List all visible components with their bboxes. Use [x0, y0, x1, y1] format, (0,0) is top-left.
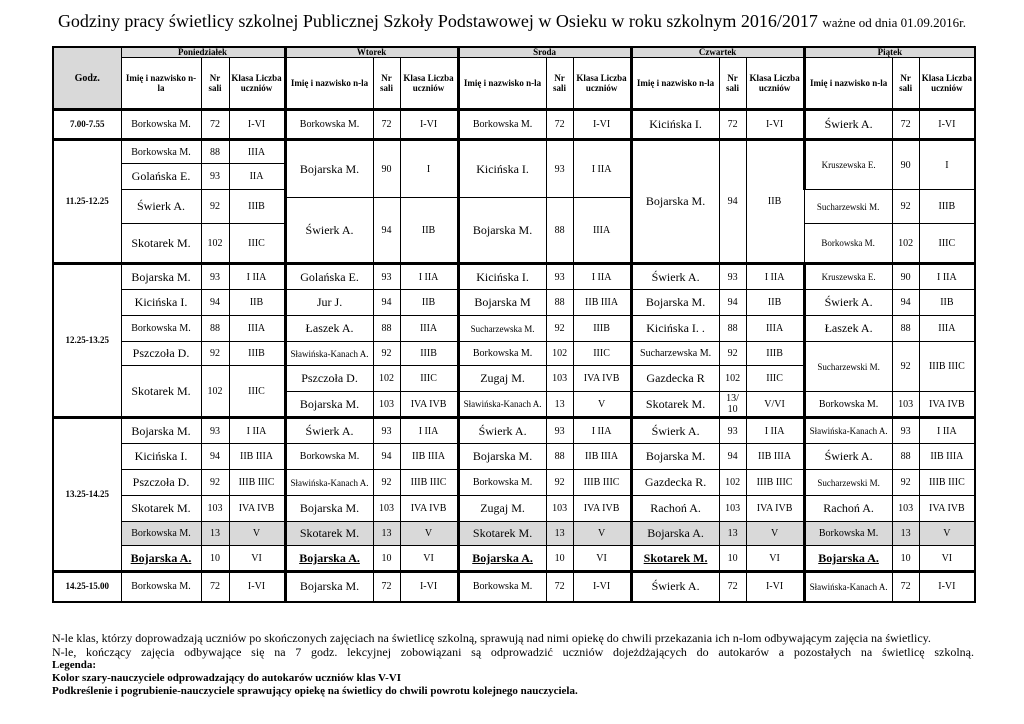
teacher-name: Borkowska M. — [804, 224, 892, 264]
teacher-name: Sucharzewski M. — [804, 190, 892, 224]
teacher-name: Kicińska I. — [121, 290, 201, 316]
teacher-name: Skotarek M. — [458, 522, 546, 546]
teacher-name: Borkowska M. — [804, 392, 892, 418]
schedule-row — [53, 496, 975, 522]
room-number: 93 — [373, 418, 400, 444]
teacher-name: Zugaj M. — [458, 496, 546, 522]
teacher-name: Golańska E. — [285, 264, 373, 290]
teacher-name: Świerk A. — [804, 110, 892, 140]
room-number: 92 — [201, 470, 229, 496]
room-number: 103 — [892, 496, 919, 522]
room-number: 10 — [201, 546, 229, 572]
class-group: I IIA — [400, 264, 458, 290]
room-number: 13 — [373, 522, 400, 546]
teacher-name: Świerk A. — [631, 264, 719, 290]
teacher-name: Świerk A. — [631, 418, 719, 444]
note-line-2: N-le, kończący zajęcia odbywające się na 7 godz. lekcyjnej zobowiązani są odprowadzić uczniów dojeżdżających do autokarów a pozostałych na świetlicę szkolną. — [52, 645, 974, 659]
class-group: IIIB IIIC — [919, 342, 975, 392]
room-number: 13 — [201, 522, 229, 546]
room-number: 103 — [719, 496, 746, 522]
class-group: IIIA — [573, 198, 631, 264]
class-group: IIIC — [919, 224, 975, 264]
class-group: IIIB — [400, 342, 458, 366]
col-name-header: Imię i nazwisko n-la — [804, 58, 892, 110]
teacher-name: Bojarska A. — [804, 546, 892, 572]
room-number: 103 — [892, 392, 919, 418]
teacher-name: Bojarska M. — [121, 264, 201, 290]
teacher-name: Łaszek A. — [285, 316, 373, 342]
col-room-header: Nr sali — [201, 58, 229, 110]
class-group: IIIB IIIC — [919, 470, 975, 496]
room-number: 93 — [201, 418, 229, 444]
class-group: VI — [400, 546, 458, 572]
day-wednesday: Środa — [458, 47, 631, 58]
schedule-table — [52, 46, 976, 603]
class-group: IIIC — [573, 342, 631, 366]
class-group: IVA IVB — [919, 392, 975, 418]
class-group: IIIB — [746, 342, 804, 366]
column-header-row — [53, 58, 975, 110]
class-group: V/VI — [746, 392, 804, 418]
class-group: IIIA — [919, 316, 975, 342]
teacher-name: Sławińska-Kanach A. — [804, 418, 892, 444]
class-group: VI — [229, 546, 285, 572]
schedule-row — [53, 546, 975, 572]
room-number: 92 — [892, 190, 919, 224]
schedule-row — [53, 264, 975, 290]
class-group: IIB — [400, 290, 458, 316]
class-group: V — [919, 522, 975, 546]
class-group: I IIA — [573, 264, 631, 290]
class-group: IIB IIIA — [919, 444, 975, 470]
room-number: 92 — [201, 190, 229, 224]
teacher-name: Borkowska M. — [121, 316, 201, 342]
teacher-name: Borkowska M. — [804, 522, 892, 546]
teacher-name: Świerk A. — [121, 190, 201, 224]
room-number: 72 — [201, 572, 229, 602]
teacher-name: Borkowska M. — [458, 470, 546, 496]
class-group: IIIC — [229, 366, 285, 418]
class-group: IIIC — [229, 224, 285, 264]
teacher-name: Borkowska M. — [121, 572, 201, 602]
room-number: 13/ 10 — [719, 392, 746, 418]
room-number: 88 — [201, 316, 229, 342]
class-group: I — [919, 140, 975, 190]
teacher-name: Kruszewska E. — [804, 140, 892, 190]
class-group: IIIB IIIC — [573, 470, 631, 496]
note-line-1: N-le klas, którzy doprowadzają uczniów po skończonych zajęciach na świetlicę szkolną, sprawują nad nimi opiekę do chwili przekazania ich n-lom odbywającym zajęcia na świetlicy. — [52, 631, 931, 645]
room-number: 94 — [373, 444, 400, 470]
room-number: 90 — [892, 264, 919, 290]
teacher-name: Sławińska-Kanach A. — [285, 342, 373, 366]
col-class-header: Klasa Liczba uczniów — [400, 58, 458, 110]
teacher-name: Borkowska M. — [285, 110, 373, 140]
teacher-name: Kicińska I. — [121, 444, 201, 470]
teacher-name: Pszczoła D. — [121, 470, 201, 496]
room-number: 92 — [546, 470, 573, 496]
class-group: IVA IVB — [573, 496, 631, 522]
class-group: IIIC — [746, 366, 804, 392]
schedule-row — [53, 290, 975, 316]
teacher-name: Sucharzewska M. — [458, 316, 546, 342]
hour-label: 7.00-7.55 — [53, 110, 121, 140]
class-group: VI — [919, 546, 975, 572]
teacher-name: Jur J. — [285, 290, 373, 316]
teacher-name: Borkowska M. — [121, 110, 201, 140]
room-number: 72 — [892, 110, 919, 140]
day-monday: Poniedziałek — [121, 47, 285, 58]
teacher-name: Bojarska M. — [121, 418, 201, 444]
room-number: 88 — [719, 316, 746, 342]
teacher-name: Sławińska-Kanach A. — [285, 470, 373, 496]
class-group: IIIA — [746, 316, 804, 342]
class-group: I-VI — [400, 572, 458, 602]
class-group: IIA — [229, 164, 285, 190]
class-group: V — [229, 522, 285, 546]
class-group: IIIB — [573, 316, 631, 342]
room-number: 103 — [546, 366, 573, 392]
teacher-name: Bojarska A. — [285, 546, 373, 572]
class-group: I IIA — [919, 418, 975, 444]
room-number: 10 — [719, 546, 746, 572]
class-group: IVA IVB — [229, 496, 285, 522]
teacher-name: Sławińska-Kanach A. — [804, 572, 892, 602]
class-group: I-VI — [400, 110, 458, 140]
room-number: 93 — [546, 264, 573, 290]
room-number: 72 — [719, 110, 746, 140]
teacher-name: Bojarska M. — [285, 496, 373, 522]
class-group: IIIB — [229, 190, 285, 224]
teacher-name: Bojarska M — [458, 290, 546, 316]
class-group: IIB IIIA — [746, 444, 804, 470]
room-number: 10 — [546, 546, 573, 572]
teacher-name: Bojarska M. — [285, 572, 373, 602]
teacher-name: Borkowska M. — [458, 342, 546, 366]
class-group: I IIA — [573, 418, 631, 444]
teacher-name: Skotarek M. — [121, 224, 201, 264]
class-group: I-VI — [573, 110, 631, 140]
class-group: IIB — [919, 290, 975, 316]
teacher-name: Skotarek M. — [631, 392, 719, 418]
room-number: 90 — [373, 140, 400, 198]
room-number: 92 — [892, 470, 919, 496]
teacher-name: Świerk A. — [631, 572, 719, 602]
class-group: IIB — [400, 198, 458, 264]
teacher-name: Skotarek M. — [121, 366, 201, 418]
schedule-row — [53, 140, 975, 164]
room-number: 94 — [373, 198, 400, 264]
room-number: 13 — [546, 522, 573, 546]
room-number: 88 — [546, 198, 573, 264]
class-group: I-VI — [919, 572, 975, 602]
schedule-row — [53, 418, 975, 444]
col-name-header: Imię i nazwisko n-la — [121, 58, 201, 110]
teacher-name: Rachoń A. — [631, 496, 719, 522]
teacher-name: Skotarek M. — [631, 546, 719, 572]
teacher-name: Sucharzewski M. — [804, 342, 892, 392]
room-number: 92 — [373, 342, 400, 366]
room-number: 103 — [373, 392, 400, 418]
schedule-row — [53, 342, 975, 366]
class-group: I-VI — [919, 110, 975, 140]
col-name-header: Imię i nazwisko n-la — [458, 58, 546, 110]
class-group: IVA IVB — [919, 496, 975, 522]
teacher-name: Golańska E. — [121, 164, 201, 190]
class-group: IIIA — [229, 140, 285, 164]
teacher-name: Borkowska M. — [121, 522, 201, 546]
teacher-name: Sucharzewski M. — [804, 470, 892, 496]
teacher-name: Sławińska-Kanach A. — [458, 392, 546, 418]
room-number: 88 — [892, 316, 919, 342]
class-group: VI — [573, 546, 631, 572]
class-group: IIIB IIIC — [229, 470, 285, 496]
room-number: 72 — [546, 572, 573, 602]
teacher-name: Świerk A. — [804, 290, 892, 316]
class-group: I IIA — [229, 418, 285, 444]
teacher-name: Sucharzewska M. — [631, 342, 719, 366]
room-number: 102 — [719, 366, 746, 392]
room-number: 13 — [892, 522, 919, 546]
class-group: I IIA — [229, 264, 285, 290]
room-number: 94 — [719, 140, 746, 264]
class-group: VI — [746, 546, 804, 572]
class-group: I IIA — [573, 140, 631, 198]
class-group: IIIC — [400, 366, 458, 392]
class-group: I IIA — [400, 418, 458, 444]
class-group: IIB IIIA — [400, 444, 458, 470]
teacher-name: Bojarska M. — [458, 444, 546, 470]
col-room-header: Nr sali — [892, 58, 919, 110]
class-group: I-VI — [229, 110, 285, 140]
hour-label: 11.25-12.25 — [53, 140, 121, 264]
class-group: IIIA — [400, 316, 458, 342]
room-number: 92 — [892, 342, 919, 392]
teacher-name: Skotarek M. — [285, 522, 373, 546]
schedule-row — [53, 110, 975, 140]
class-group: IVA IVB — [573, 366, 631, 392]
schedule-row — [53, 444, 975, 470]
room-number: 72 — [373, 572, 400, 602]
class-group: I-VI — [746, 572, 804, 602]
legend-gray: Kolor szary-nauczyciele odprowadzający do autokarów uczniów klas V-VI — [52, 672, 402, 684]
class-group: IVA IVB — [746, 496, 804, 522]
room-number: 93 — [546, 140, 573, 198]
room-number: 72 — [892, 572, 919, 602]
class-group: I IIA — [746, 264, 804, 290]
room-number: 93 — [373, 264, 400, 290]
teacher-name: Gazdecka R — [631, 366, 719, 392]
teacher-name: Skotarek M. — [121, 496, 201, 522]
room-number: 92 — [546, 316, 573, 342]
teacher-name: Kicińska I. — [458, 140, 546, 198]
room-number: 103 — [373, 496, 400, 522]
room-number: 92 — [719, 342, 746, 366]
class-group: IIIB — [229, 342, 285, 366]
room-number: 102 — [373, 366, 400, 392]
teacher-name: Zugaj M. — [458, 366, 546, 392]
class-group: I-VI — [229, 572, 285, 602]
teacher-name: Bojarska A. — [121, 546, 201, 572]
room-number: 88 — [201, 140, 229, 164]
teacher-name: Kicińska I. — [631, 110, 719, 140]
room-number: 102 — [201, 366, 229, 418]
room-number: 10 — [892, 546, 919, 572]
legend-underline: Podkreślenie i pogrubienie-nauczyciele sprawujący opiekę na świetlicy do chwili powrotu kolejnego nauczyciela. — [52, 685, 578, 697]
class-group: IIIA — [229, 316, 285, 342]
legend-title: Legenda: — [52, 659, 96, 671]
class-group: I-VI — [746, 110, 804, 140]
room-number: 13 — [546, 392, 573, 418]
teacher-name: Pszczoła D. — [121, 342, 201, 366]
class-group: IVA IVB — [400, 496, 458, 522]
col-name-header: Imię i nazwisko n-la — [631, 58, 719, 110]
class-group: V — [400, 522, 458, 546]
teacher-name: Bojarska M. — [285, 392, 373, 418]
room-number: 102 — [546, 342, 573, 366]
room-number: 92 — [201, 342, 229, 366]
room-number: 102 — [892, 224, 919, 264]
notes-section — [52, 631, 974, 698]
teacher-name: Bojarska M. — [631, 444, 719, 470]
room-number: 94 — [373, 290, 400, 316]
room-number: 10 — [373, 546, 400, 572]
room-number: 92 — [373, 470, 400, 496]
teacher-name: Kicińska I. — [458, 264, 546, 290]
class-group: I — [400, 140, 458, 198]
title-main: Godziny pracy świetlicy szkolnej Publicznej Szkoły Podstawowej w Osieku w roku szkolnym 2016/2017 — [57, 11, 818, 31]
hour-label: 13.25-14.25 — [53, 418, 121, 572]
class-group: IIB — [229, 290, 285, 316]
class-group: I IIA — [919, 264, 975, 290]
room-number: 93 — [892, 418, 919, 444]
teacher-name: Bojarska M. — [285, 140, 373, 198]
class-group: IVA IVB — [400, 392, 458, 418]
class-group: IIB — [746, 140, 804, 264]
title-valid-from: ważne od dnia 01.09.2016r. — [822, 15, 967, 30]
teacher-name: Borkowska M. — [458, 110, 546, 140]
teacher-name: Borkowska M. — [458, 572, 546, 602]
day-friday: Piątek — [804, 47, 975, 58]
room-number: 94 — [892, 290, 919, 316]
schedule-row — [53, 316, 975, 342]
col-name-header: Imię i nazwisko n-la — [285, 58, 373, 110]
hour-label: 12.25-13.25 — [53, 264, 121, 418]
room-number: 103 — [201, 496, 229, 522]
class-group: IIIB IIIC — [400, 470, 458, 496]
room-number: 72 — [373, 110, 400, 140]
col-class-header: Klasa Liczba uczniów — [573, 58, 631, 110]
page-title — [0, 11, 1024, 32]
class-group: IIB IIIA — [573, 444, 631, 470]
teacher-name: Bojarska M. — [631, 140, 719, 264]
class-group: I-VI — [573, 572, 631, 602]
teacher-name: Bojarska M. — [631, 290, 719, 316]
room-number: 88 — [892, 444, 919, 470]
room-number: 93 — [719, 264, 746, 290]
schedule-row — [53, 572, 975, 602]
room-number: 72 — [719, 572, 746, 602]
room-number: 13 — [719, 522, 746, 546]
room-number: 90 — [892, 140, 919, 190]
teacher-name: Bojarska M. — [458, 198, 546, 264]
teacher-name: Łaszek A. — [804, 316, 892, 342]
hour-label: 14.25-15.00 — [53, 572, 121, 602]
teacher-name: Świerk A. — [804, 444, 892, 470]
class-group: V — [573, 392, 631, 418]
col-room-header: Nr sali — [546, 58, 573, 110]
room-number: 93 — [546, 418, 573, 444]
class-group: IIB — [746, 290, 804, 316]
schedule-row — [53, 470, 975, 496]
room-number: 88 — [373, 316, 400, 342]
room-number: 102 — [201, 224, 229, 264]
class-group: IIB IIIA — [573, 290, 631, 316]
day-tuesday: Wtorek — [285, 47, 458, 58]
col-room-header: Nr sali — [373, 58, 400, 110]
teacher-name: Gazdecka R. — [631, 470, 719, 496]
room-number: 94 — [201, 444, 229, 470]
day-thursday: Czwartek — [631, 47, 804, 58]
class-group: V — [746, 522, 804, 546]
teacher-name: Świerk A. — [285, 198, 373, 264]
teacher-name: Rachoń A. — [804, 496, 892, 522]
room-number: 94 — [719, 290, 746, 316]
room-number: 102 — [719, 470, 746, 496]
col-class-header: Klasa Liczba uczniów — [919, 58, 975, 110]
room-number: 88 — [546, 290, 573, 316]
teacher-name: Borkowska M. — [121, 140, 201, 164]
col-room-header: Nr sali — [719, 58, 746, 110]
room-number: 93 — [719, 418, 746, 444]
class-group: IIIB — [919, 190, 975, 224]
class-group: V — [573, 522, 631, 546]
class-group: IIB IIIA — [229, 444, 285, 470]
teacher-name: Kruszewska E. — [804, 264, 892, 290]
room-number: 72 — [201, 110, 229, 140]
teacher-name: Borkowska M. — [285, 444, 373, 470]
teacher-name: Świerk A. — [285, 418, 373, 444]
room-number: 103 — [546, 496, 573, 522]
teacher-name: Kicińska I. . — [631, 316, 719, 342]
class-group: I IIA — [746, 418, 804, 444]
room-number: 72 — [546, 110, 573, 140]
class-group: IIIB IIIC — [746, 470, 804, 496]
room-number: 94 — [719, 444, 746, 470]
col-class-header: Klasa Liczba uczniów — [229, 58, 285, 110]
hours-column-header: Godz. — [53, 47, 121, 110]
room-number: 94 — [201, 290, 229, 316]
day-header-row — [53, 47, 975, 58]
teacher-name: Bojarska A. — [631, 522, 719, 546]
col-class-header: Klasa Liczba uczniów — [746, 58, 804, 110]
room-number: 93 — [201, 164, 229, 190]
teacher-name: Bojarska A. — [458, 546, 546, 572]
room-number: 88 — [546, 444, 573, 470]
room-number: 93 — [201, 264, 229, 290]
teacher-name: Świerk A. — [458, 418, 546, 444]
schedule-row — [53, 522, 975, 546]
teacher-name: Pszczoła D. — [285, 366, 373, 392]
